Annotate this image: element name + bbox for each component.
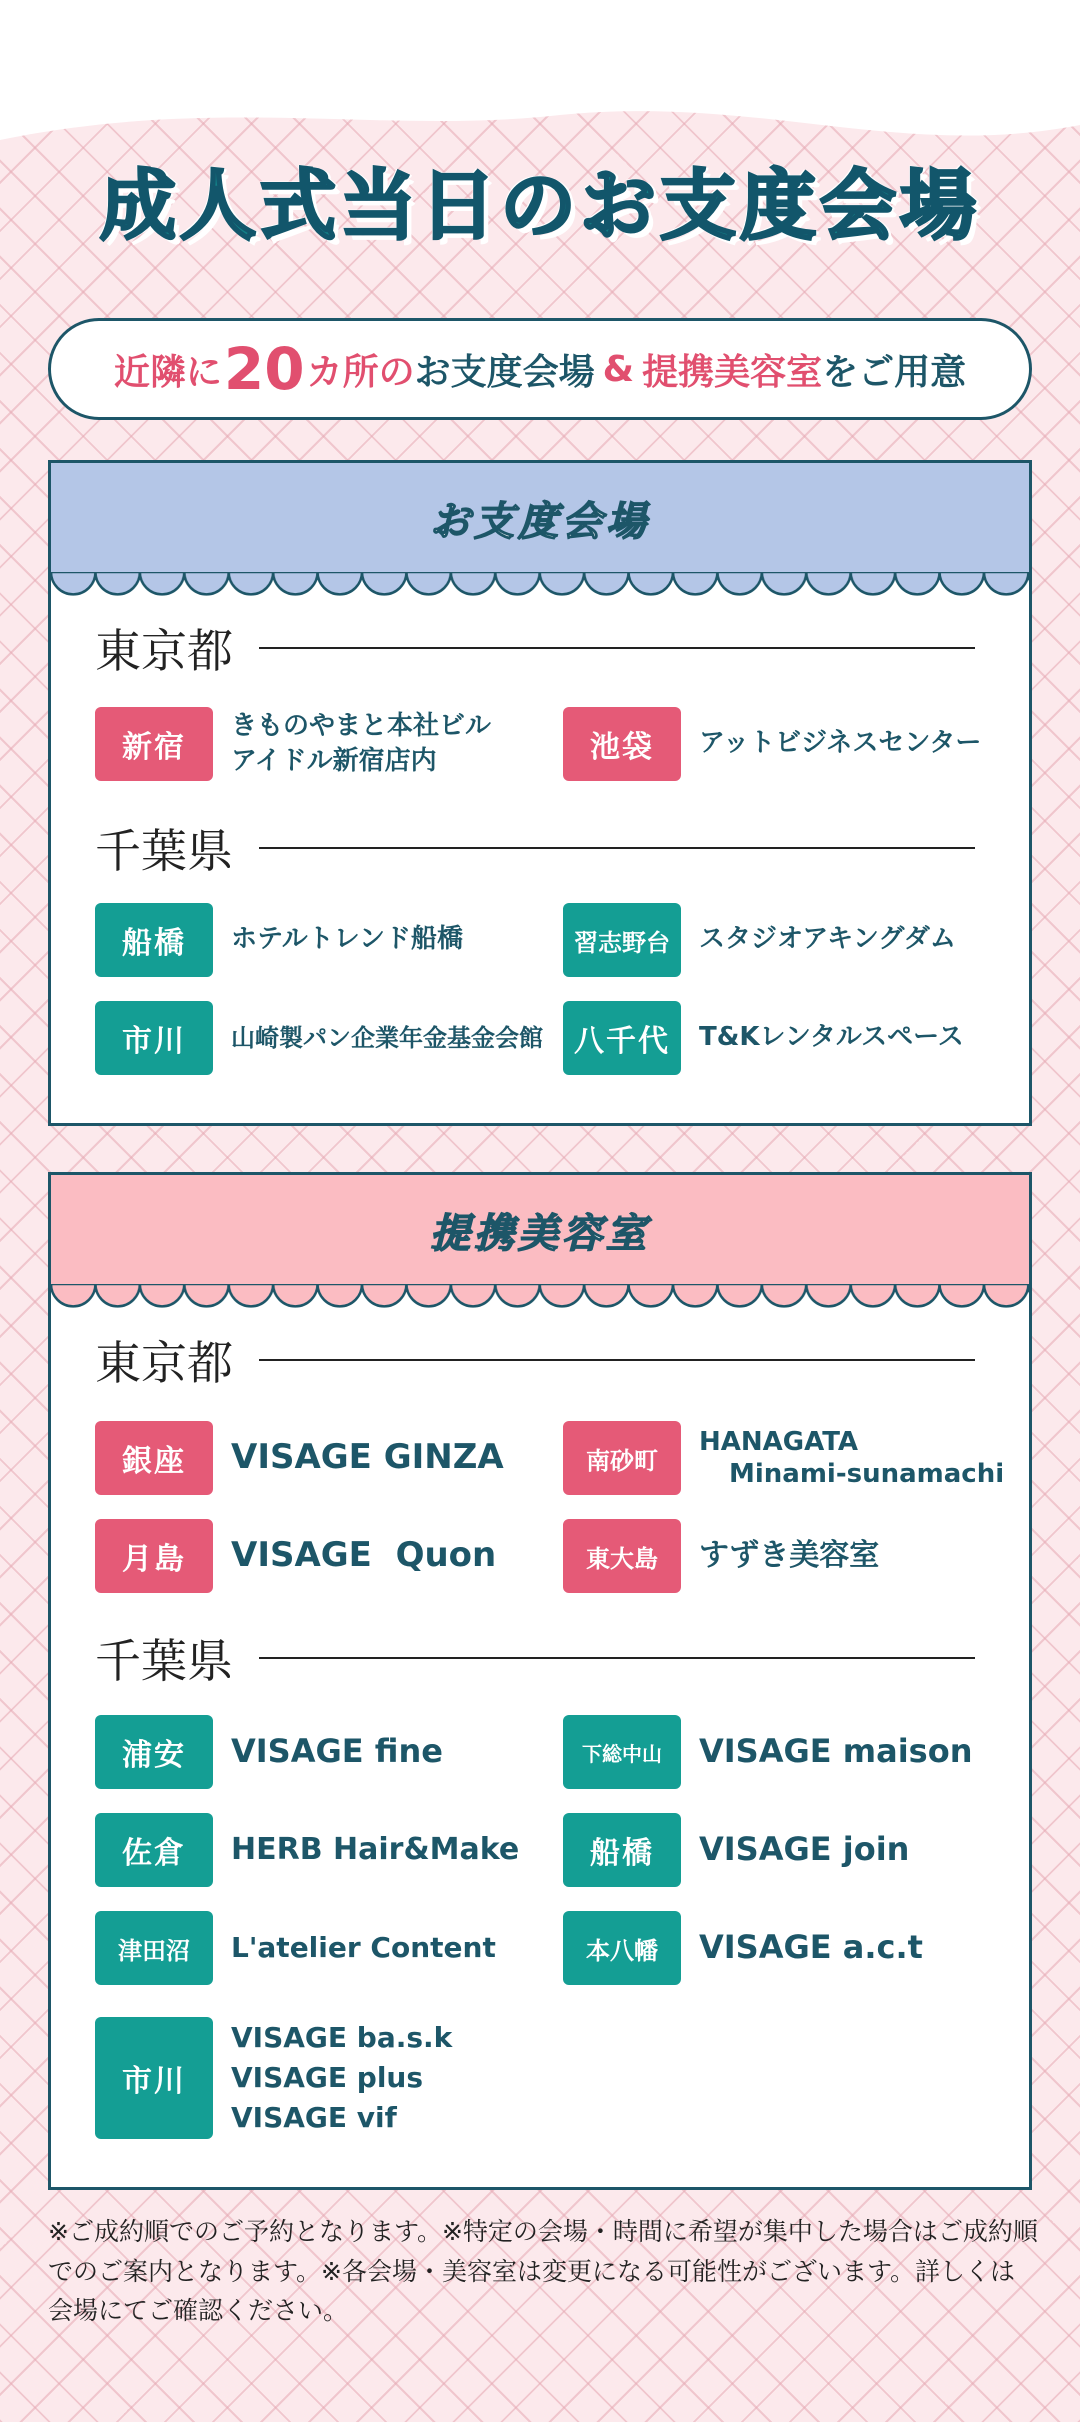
area-tag: 浦安	[95, 1715, 213, 1789]
area-tag: 習志野台	[563, 903, 681, 977]
venue-name-line: アイドル新宿店内	[231, 746, 437, 776]
venue-section	[48, 460, 1032, 1126]
salon-name: VISAGE a.c.t	[699, 1928, 923, 1967]
salon-name: すずき美容室	[699, 1537, 880, 1573]
salon-name: L'atelier Content	[231, 1931, 496, 1965]
salon-motoyawata	[563, 1911, 923, 1985]
venue-name: ホテルトレンド船橋	[231, 924, 464, 955]
banner-amp: &	[602, 348, 635, 390]
area-tag: 八千代	[563, 1001, 681, 1075]
salon-tsukishima	[95, 1519, 496, 1593]
salon-sakura	[95, 1813, 519, 1887]
divider	[259, 847, 975, 849]
area-tag: 佐倉	[95, 1813, 213, 1887]
salon-higashiojima	[563, 1519, 879, 1593]
area-tag: 東大島	[563, 1519, 681, 1593]
salon-urayasu	[95, 1715, 443, 1789]
venue-name: スタジオアキングダム	[699, 924, 956, 955]
prefecture-tokyo	[95, 615, 975, 681]
prefecture-tokyo	[95, 1327, 975, 1393]
salon-ichikawa	[95, 2017, 452, 2139]
prefecture-label: 東京都	[95, 624, 233, 678]
venue-ichikawa	[95, 1001, 543, 1075]
area-tag: 新宿	[95, 707, 213, 781]
salon-name: VISAGE GINZA	[231, 1437, 504, 1478]
venue-funabashi	[95, 903, 463, 977]
salon-name: VISAGE fine	[231, 1732, 443, 1771]
venue-shinjuku	[95, 707, 491, 781]
salon-name-line: HANAGATA	[699, 1426, 859, 1457]
area-tag: 市川	[95, 2017, 213, 2139]
divider	[259, 647, 975, 649]
footnote: ※ご成約順でのご予約となります。※特定の会場・時間に希望が集中した場合はご成約順でのご案内となります。※各会場・美容室は変更になる可能性がございます。詳しくは会場にてご確認ください。	[48, 2217, 1038, 2325]
prefecture-label: 東京都	[95, 1336, 233, 1390]
venue-ikebukuro	[563, 707, 981, 781]
summary-banner	[48, 318, 1032, 420]
area-tag: 船橋	[95, 903, 213, 977]
banner-part2: カ所の	[306, 351, 415, 393]
banner-number: 20	[223, 335, 305, 403]
salon-name-line: VISAGE vif	[231, 2100, 397, 2134]
salon-funabashi	[563, 1813, 909, 1887]
area-tag: 船橋	[563, 1813, 681, 1887]
salon-name-line: VISAGE ba.s.k	[231, 2021, 453, 2055]
area-tag: 市川	[95, 1001, 213, 1075]
venue-yachiyo	[563, 1001, 964, 1075]
salon-section-heading: 提携美容室	[51, 1175, 1029, 1285]
area-tag: 銀座	[95, 1421, 213, 1495]
salon-shimofusanakayama	[563, 1715, 972, 1789]
salon-name: HERB Hair&Make	[231, 1831, 520, 1867]
salon-minamisunamachi	[563, 1421, 1004, 1495]
prefecture-label: 千葉県	[95, 1634, 233, 1688]
salon-name: VISAGE maison	[699, 1732, 973, 1771]
salon-name-line: Minami-sunamachi	[729, 1459, 1005, 1489]
area-tag: 池袋	[563, 707, 681, 781]
salon-section	[48, 1172, 1032, 2190]
venue-name: アットビジネスセンター	[699, 728, 982, 759]
salon-name	[699, 1426, 1004, 1491]
divider	[259, 1657, 975, 1659]
salon-name: VISAGE Quon	[231, 1535, 497, 1576]
area-tag: 本八幡	[563, 1911, 681, 1985]
venue-name	[231, 709, 491, 779]
banner-part3: お支度会場	[414, 351, 595, 393]
salon-name-line: VISAGE plus	[231, 2061, 424, 2095]
venue-name-line: きものやまと本社ビル	[231, 710, 492, 741]
salon-tsudanuma	[95, 1911, 496, 1985]
prefecture-label: 千葉県	[95, 824, 233, 878]
area-tag: 月島	[95, 1519, 213, 1593]
salon-name: VISAGE join	[699, 1830, 910, 1869]
venue-name: 山崎製パン企業年金基金会館	[231, 1023, 543, 1052]
top-wave	[0, 0, 1080, 160]
venue-section-heading: お支度会場	[51, 463, 1029, 573]
area-tag: 南砂町	[563, 1421, 681, 1495]
area-tag: 津田沼	[95, 1911, 213, 1985]
prefecture-chiba	[95, 815, 975, 881]
banner-part5: をご用意	[822, 351, 967, 393]
scallop-edge	[51, 1284, 1029, 1318]
salon-ginza	[95, 1421, 504, 1495]
scallop-edge	[51, 572, 1029, 606]
area-tag: 下総中山	[563, 1715, 681, 1789]
divider	[259, 1359, 975, 1361]
salon-name	[231, 2018, 452, 2137]
banner-part4: 提携美容室	[642, 351, 823, 393]
prefecture-chiba	[95, 1625, 975, 1691]
venue-narashinodai	[563, 903, 956, 977]
banner-part1: 近隣に	[113, 351, 222, 393]
venue-name: T&Kレンタルスペース	[699, 1022, 964, 1053]
page-title: 成人式当日のお支度会場	[100, 161, 980, 250]
